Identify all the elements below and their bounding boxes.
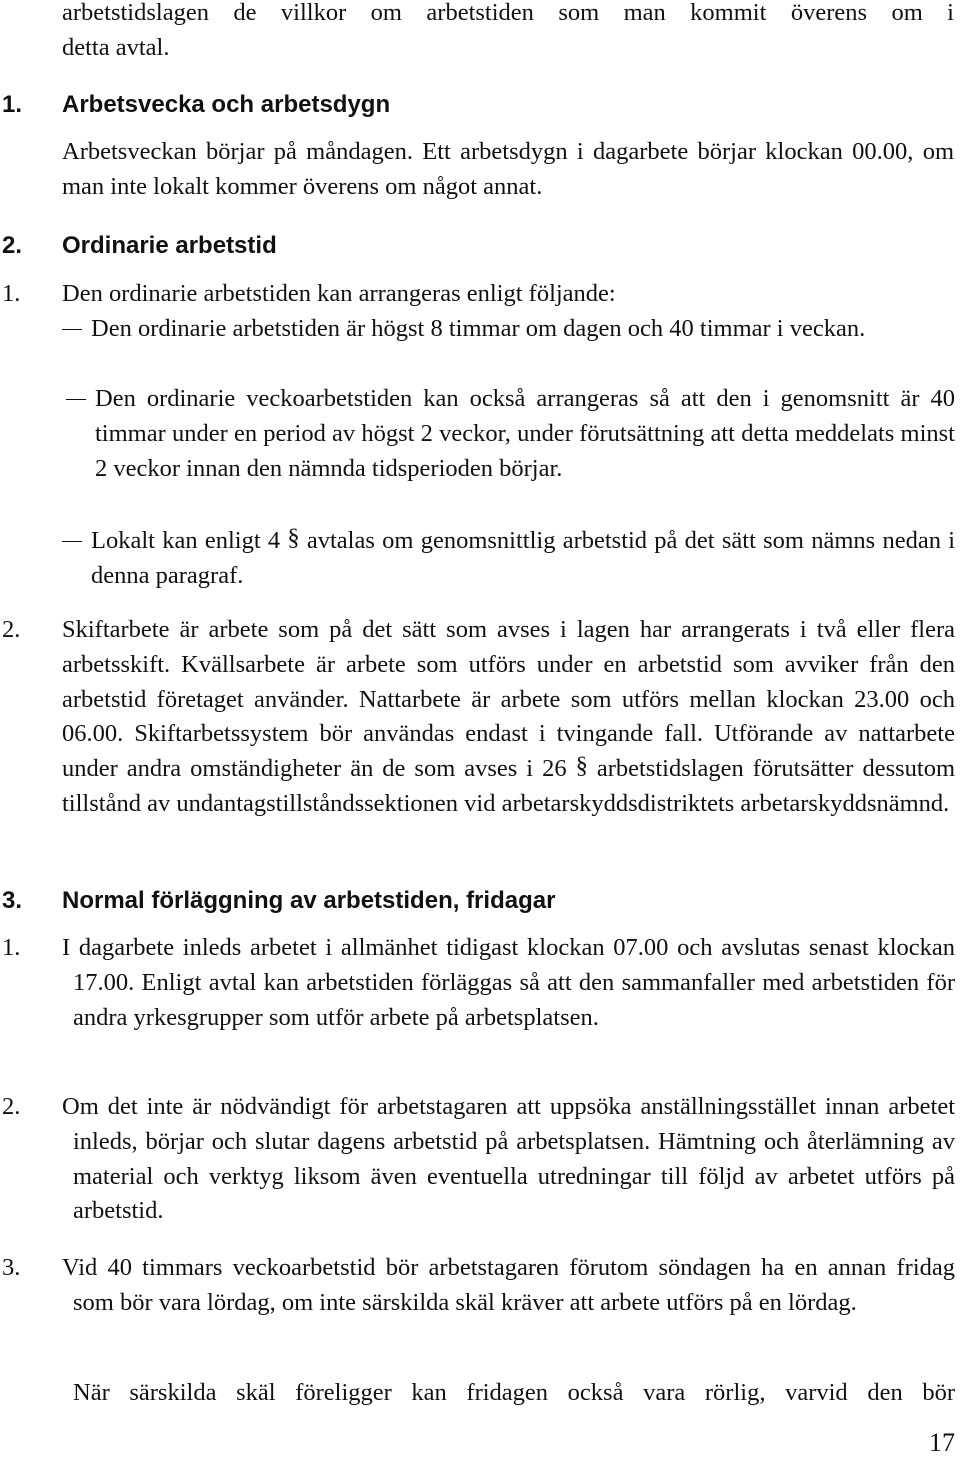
section-3-item-2-text: Om det inte är nödvändigt för arbetstagaren att uppsöka anställningsstället innan arbetet inleds, börjar och slutar dagens arbetstid på arbetsplatsen. Hämtning och återlämning av material och verktyg liksom även eventuella utredningar till följd av arbetet utförs på arbetstid. [62,1093,955,1225]
intro-text-1: arbetstidslagen de villkor om arbetstiden som man kommit överens om i [62,0,954,26]
bullet-3-text-a: Lokalt kan enligt 4 [91,527,281,554]
item-2-text-a: Skiftarbete är arbete som på det sätt som avses i lagen har arrangerats i två eller flera arbetsskift. Kvällsarbete är arbete som utförs under en arbetstid som avviker från den arbetstid företaget använder. Nattarbete är arbete som utförs mellan klockan 23.00 och 06.00. Skiftarbetssystem bör användas endast i tvingande fall. Utförande av nattarbete under andra omständigheter än de som avses i 26 [62,616,955,783]
section-3-item-3-text: Vid 40 timmars veckoarbetstid bör arbetstagaren förutom söndagen ha en annan fridag som bör vara lördag, om inte särskilda skäl kräver att arbete utförs på en lördag. [62,1254,955,1316]
bullet-dash-3 [62,541,82,542]
section-2-title: Ordinarie arbetstid [62,232,277,259]
bullet-2-text: Den ordinarie veckoarbetstiden kan också arrangeras så att den i genomsnitt är 40 timmar under en period av högst 2 veckor, under förutsättning att detta meddelats minst 2 veckor innan den nämnda tidsperioden börjar. [95,385,955,482]
section-1-number: 1. [2,91,23,118]
bullet-3-text-b: avtalas om genomsnittlig arbetstid på det sätt som nämns nedan i denna paragraf. [91,527,955,589]
section-2-item-1-text: Den ordinarie arbetstiden kan arrangeras enligt följande: [62,280,616,307]
section-2-item-2-number: 2. [2,616,21,643]
section-symbol: § [287,524,300,551]
section-2-item-2-text [62,613,955,822]
intro-line-2: detta avtal. [62,34,170,61]
bullet-1-text: Den ordinarie arbetstiden är högst 8 timmar om dagen och 40 timmar i veckan. [91,315,866,342]
section-3-item-2-number: 2. [2,1093,21,1120]
section-3-item-3-number: 3. [2,1254,21,1281]
section-3-item-1-text: I dagarbete inleds arbetet i allmänhet tidigast klockan 07.00 och avslutas senast klockan 17.00. Enligt avtal kan arbetstiden förläggas så att den sammanfaller med arbetstiden för andra yrkesgrupper som utför arbete på arbetsplatsen. [62,934,955,1031]
section-symbol: § [575,752,588,780]
bullet-3-text [91,524,955,594]
section-1-title: Arbetsvecka och arbetsdygn [62,91,391,118]
intro-line-1 [62,0,954,31]
section-3-item-1-number: 1. [2,934,21,961]
page-number: 17 [929,1428,955,1457]
bullet-dash-1 [62,329,82,330]
section-3-number: 3. [2,887,23,914]
section-1-text: Arbetsveckan börjar på måndagen. Ett arbetsdygn i dagarbete börjar klockan 00.00, om man inte lokalt kommer överens om något annat. [62,138,954,200]
item-2-text-b: arbetstidslagen förutsätter dessutom tillstånd av undantagstillståndssektionen vid arbetarskyddsdistriktets arbetarskyddsnämnd. [62,755,956,817]
last-line-text: När särskilda skäl föreligger kan fridagen också vara rörlig, varvid den bör [73,1379,955,1406]
bullet-dash-2 [66,399,86,400]
section-2-item-1-number: 1. [2,280,21,307]
section-3-title: Normal förläggning av arbetstiden, fridagar [62,887,556,914]
section-2-number: 2. [2,232,23,259]
section-3-last-line [73,1376,955,1411]
